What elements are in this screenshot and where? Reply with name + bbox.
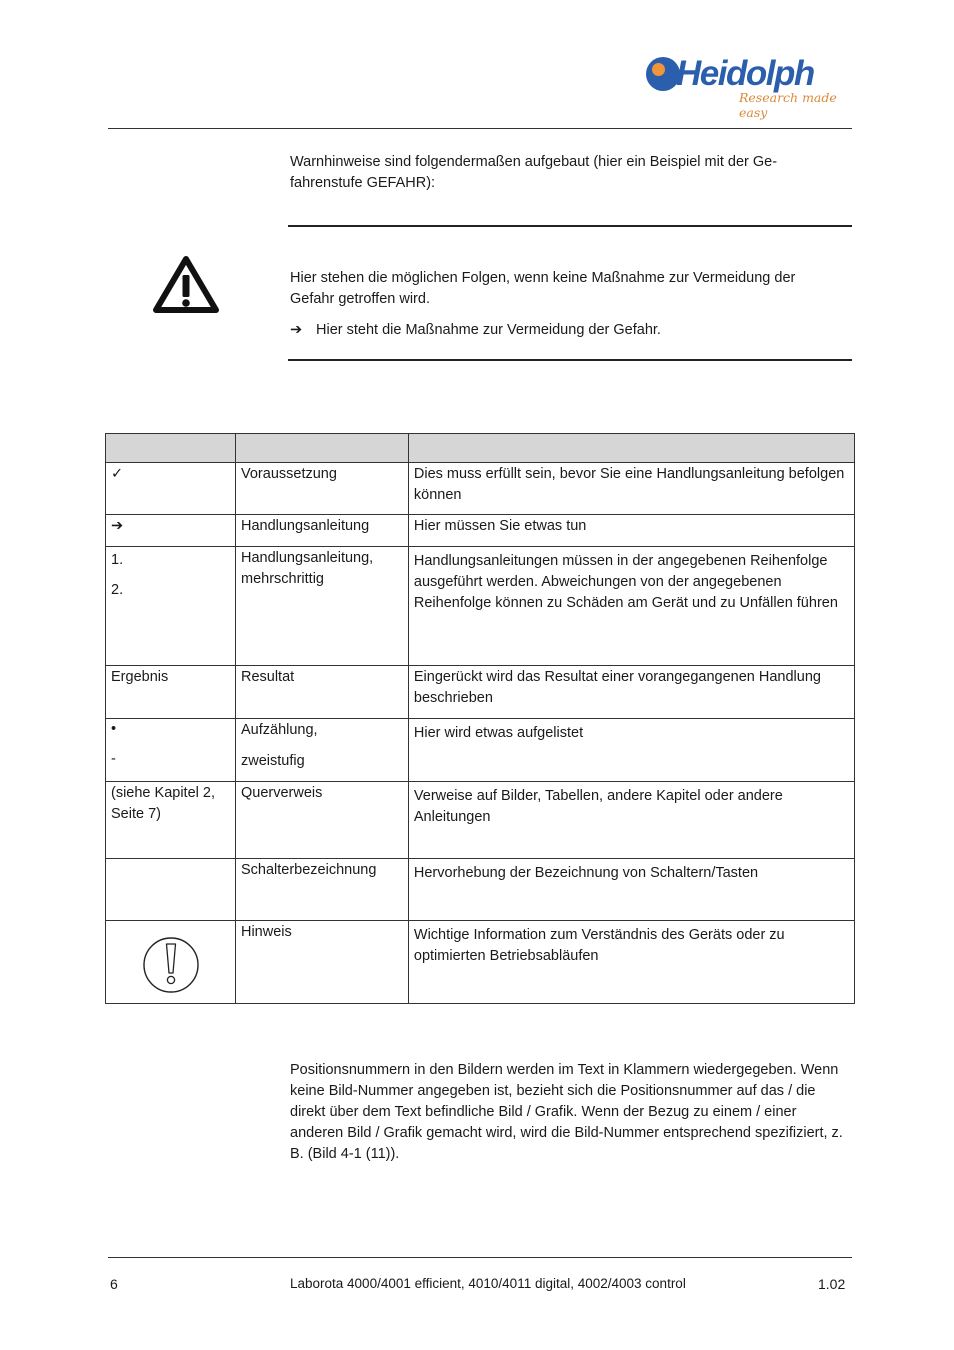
arrow-icon: ➔ <box>106 515 236 547</box>
document-version: 1.02 <box>818 1276 846 1292</box>
warning-action-text: Hier steht die Maßnahme zur Vermeidung der Gefahr. <box>316 322 661 338</box>
check-icon: ✓ <box>106 463 236 515</box>
arrow-icon: ➔ <box>290 322 303 338</box>
bullet-icon: • <box>111 721 117 737</box>
dash-icon: - <box>111 751 116 767</box>
table-row: • - Aufzählung, zweistufig Hier wird etwas aufgelistet <box>106 719 855 782</box>
table-row: ➔ Handlungsanleitung Hier müssen Sie etwas tun <box>106 515 855 547</box>
table-row: (siehe Kapitel 2, Seite 7) Querverweis Verweise auf Bilder, Tabellen, andere Kapitel oder andere Anleitungen <box>106 782 855 859</box>
note-exclamation-icon <box>106 921 234 996</box>
warning-intro-text: Warnhinweise sind folgendermaßen aufgebaut (hier ein Beispiel mit der Gefahrenstufe GEFAHR): <box>290 154 778 191</box>
heidolph-logo <box>644 54 859 120</box>
table-row: 1. 2. Handlungsanleitung, mehrschrittig Handlungsanleitungen müssen in der angegebenen Reihenfolge ausgeführt werden. Abweichungen von der angegebenen Reihenfolge können zu Schäden am Gerät und zu Unfällen führen <box>106 547 855 666</box>
brand-name: Heidolph <box>676 54 814 93</box>
step-number: 2. <box>111 582 124 598</box>
warning-box-bottom-rule <box>288 359 852 361</box>
warning-consequence-text: Hier stehen die möglichen Folgen, wenn keine Maßnahme zur Vermeidung der Gefahr getroffen wird. <box>290 270 796 307</box>
brand-tagline: Research made easy <box>739 90 837 120</box>
position-numbers-text: Positionsnummern in den Bildern werden im Text in Klammern wiedergegeben. Wenn keine Bild-Nummer angegeben ist, bezieht sich die Positionsnummer auf das / die direkt über dem Text befindliche Bild / Grafik. Wenn der Bezug zu einem / einer anderen Bild / Grafik gemacht wird, wird die Bild-Nummer entsprechend spezifiziert, z. B. (Bild 4-1 (11)). <box>290 1062 843 1162</box>
table-header-row <box>106 434 855 463</box>
step-number: 1. <box>111 552 124 568</box>
footer-divider <box>108 1257 852 1258</box>
warning-triangle-icon <box>152 255 220 315</box>
conventions-table <box>105 433 855 1004</box>
product-name: Laborota 4000/4001 efficient, 4010/4011 digital, 4002/4003 control <box>290 1276 686 1291</box>
warning-action <box>290 320 855 341</box>
warning-box-top-rule <box>288 225 852 227</box>
table-row: Ergebnis Resultat Eingerückt wird das Resultat einer vorangegangenen Handlung beschrieben <box>106 666 855 719</box>
table-row: Hinweis Wichtige Information zum Verständnis des Geräts oder zu optimierten Betriebsabläufen <box>106 921 855 1004</box>
table-row: Schalterbezeichnung Hervorhebung der Bezeichnung von Schaltern/Tasten <box>106 859 855 921</box>
table-row: ✓ Voraussetzung Dies muss erfüllt sein, bevor Sie eine Handlungsanleitung befolgen können <box>106 463 855 515</box>
header-divider <box>108 128 852 129</box>
page-number: 6 <box>110 1276 118 1292</box>
cross-reference-example: (siehe Kapitel 2, Seite 7) <box>106 782 236 859</box>
logo-mark <box>646 57 680 91</box>
